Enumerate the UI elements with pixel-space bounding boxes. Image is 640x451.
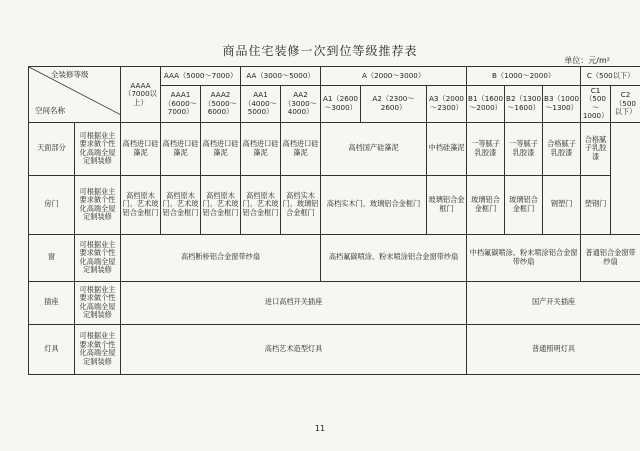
table-cell: 钢塑门 [543,175,581,234]
room-name: 插座 [29,281,75,324]
custom-note: 可根据业主要求做个性化高端全屋定制装修 [75,281,121,324]
table-cell: 高档国产硅藻泥 [321,122,427,175]
table-row-door [29,175,640,234]
custom-note: 可根据业主要求做个性化高端全屋定制装修 [75,324,121,374]
table-cell: 高档进口硅藻泥 [241,122,281,175]
subgrade-header: C2（500以下） [611,86,640,123]
subgrade-header: B2（1300～1600） [505,86,543,123]
table-cell: 合格腻子乳胶漆 [543,122,581,175]
table-cell: 高档实木门、玻璃铝合金框门 [321,175,427,234]
table-row-window [29,234,640,281]
table-cell: 高档原木门、艺术玻铝合金框门 [201,175,241,234]
subgrade-header: C1（500～1000） [581,86,611,123]
page-title: 商品住宅装修一次到位等级推荐表 [222,44,418,58]
room-name: 窗 [29,234,75,281]
table-cell: 中档氟碳喷涂、粉末喷涂铝合金窗带纱扇 [467,234,581,281]
table-row-lamp [29,324,640,374]
custom-note: 可根据业主要求做个性化高端全屋定制装修 [75,175,121,234]
page-number: 11 [314,424,326,433]
table-cell: 普通照明灯具 [467,324,640,374]
table-row-socket [29,281,640,324]
grade-table [28,66,640,375]
table-cell: 高档断桥铝合金窗带纱扇 [121,234,321,281]
grade-header-c: C（500以下） [581,67,640,86]
corner-top-label: 全装修等级 [51,70,89,79]
table-row-ceiling [29,122,640,175]
subgrade-header: A3（2000～2300） [427,86,467,123]
table-cell: 一等腻子乳胶漆 [505,122,543,175]
subgrade-header: B3（1000～1300） [543,86,581,123]
custom-note: 可根据业主要求做个性化高端全屋定制装修 [75,122,121,175]
grade-header-aaaa: AAAA（7000以上） [121,67,161,123]
table-cell: 合格腻子乳胶漆 [581,122,611,175]
table-cell: 普通铝合金窗带纱扇 [581,234,640,281]
table-cell: 高档艺术造型灯具 [121,324,467,374]
table-cell: 高档进口硅藻泥 [161,122,201,175]
table-cell: 高档进口硅藻泥 [201,122,241,175]
table-cell: 玻璃铝合金框门 [467,175,505,234]
table-cell: 塑钢门 [581,175,611,234]
table-cell: 进口高档开关插座 [121,281,467,324]
subgrade-header: A2（2300～2600） [361,86,427,123]
table-cell: 玻璃铝合金框门 [427,175,467,234]
table-cell: 高档氟碳喷涂、粉末喷涂铝合金窗带纱扇 [321,234,467,281]
table-cell: 高档实木门、玻璃铝合金框门 [281,175,321,234]
table-cell: 国产开关插座 [467,281,640,324]
table-cell: 高档进口硅藻泥 [281,122,321,175]
table-cell: 高档原木门、艺术玻铝合金框门 [241,175,281,234]
subgrade-header: B1（1600～2000） [467,86,505,123]
subgrade-header: AAA2（5000～6000） [201,86,241,123]
subgrade-header: A1（2600～3000） [321,86,361,123]
table-cell: 玻璃铝合金框门 [505,175,543,234]
table-cell: 一等腻子乳胶漆 [467,122,505,175]
table-cell: 中档硅藻泥 [427,122,467,175]
table-cell: 高档原木门、艺术玻铝合金框门 [121,175,161,234]
grade-header-aaa: AAA（5000～7000） [161,67,241,86]
grade-header-aa: AA（3000～5000） [241,67,321,86]
subgrade-header: AA1（4000～5000） [241,86,281,123]
subgrade-header: AAA1（6000～7000） [161,86,201,123]
subgrade-header: AA2（3000～4000） [281,86,321,123]
grade-header-a: A（2000～3000） [321,67,467,86]
room-name: 天面部分 [29,122,75,175]
unit-label: 单位：元/m² [564,56,610,65]
table-cell: 高档进口硅藻泥 [121,122,161,175]
room-name: 房门 [29,175,75,234]
corner-bottom-label: 空间名称 [35,106,65,116]
grade-header-b: B（1000～2000） [467,67,581,86]
table-cell: 高档原木门、艺术玻铝合金框门 [161,175,201,234]
room-name: 灯具 [29,324,75,374]
table-corner-cell [29,67,121,123]
custom-note: 可根据业主要求做个性化高端全屋定制装修 [75,234,121,281]
